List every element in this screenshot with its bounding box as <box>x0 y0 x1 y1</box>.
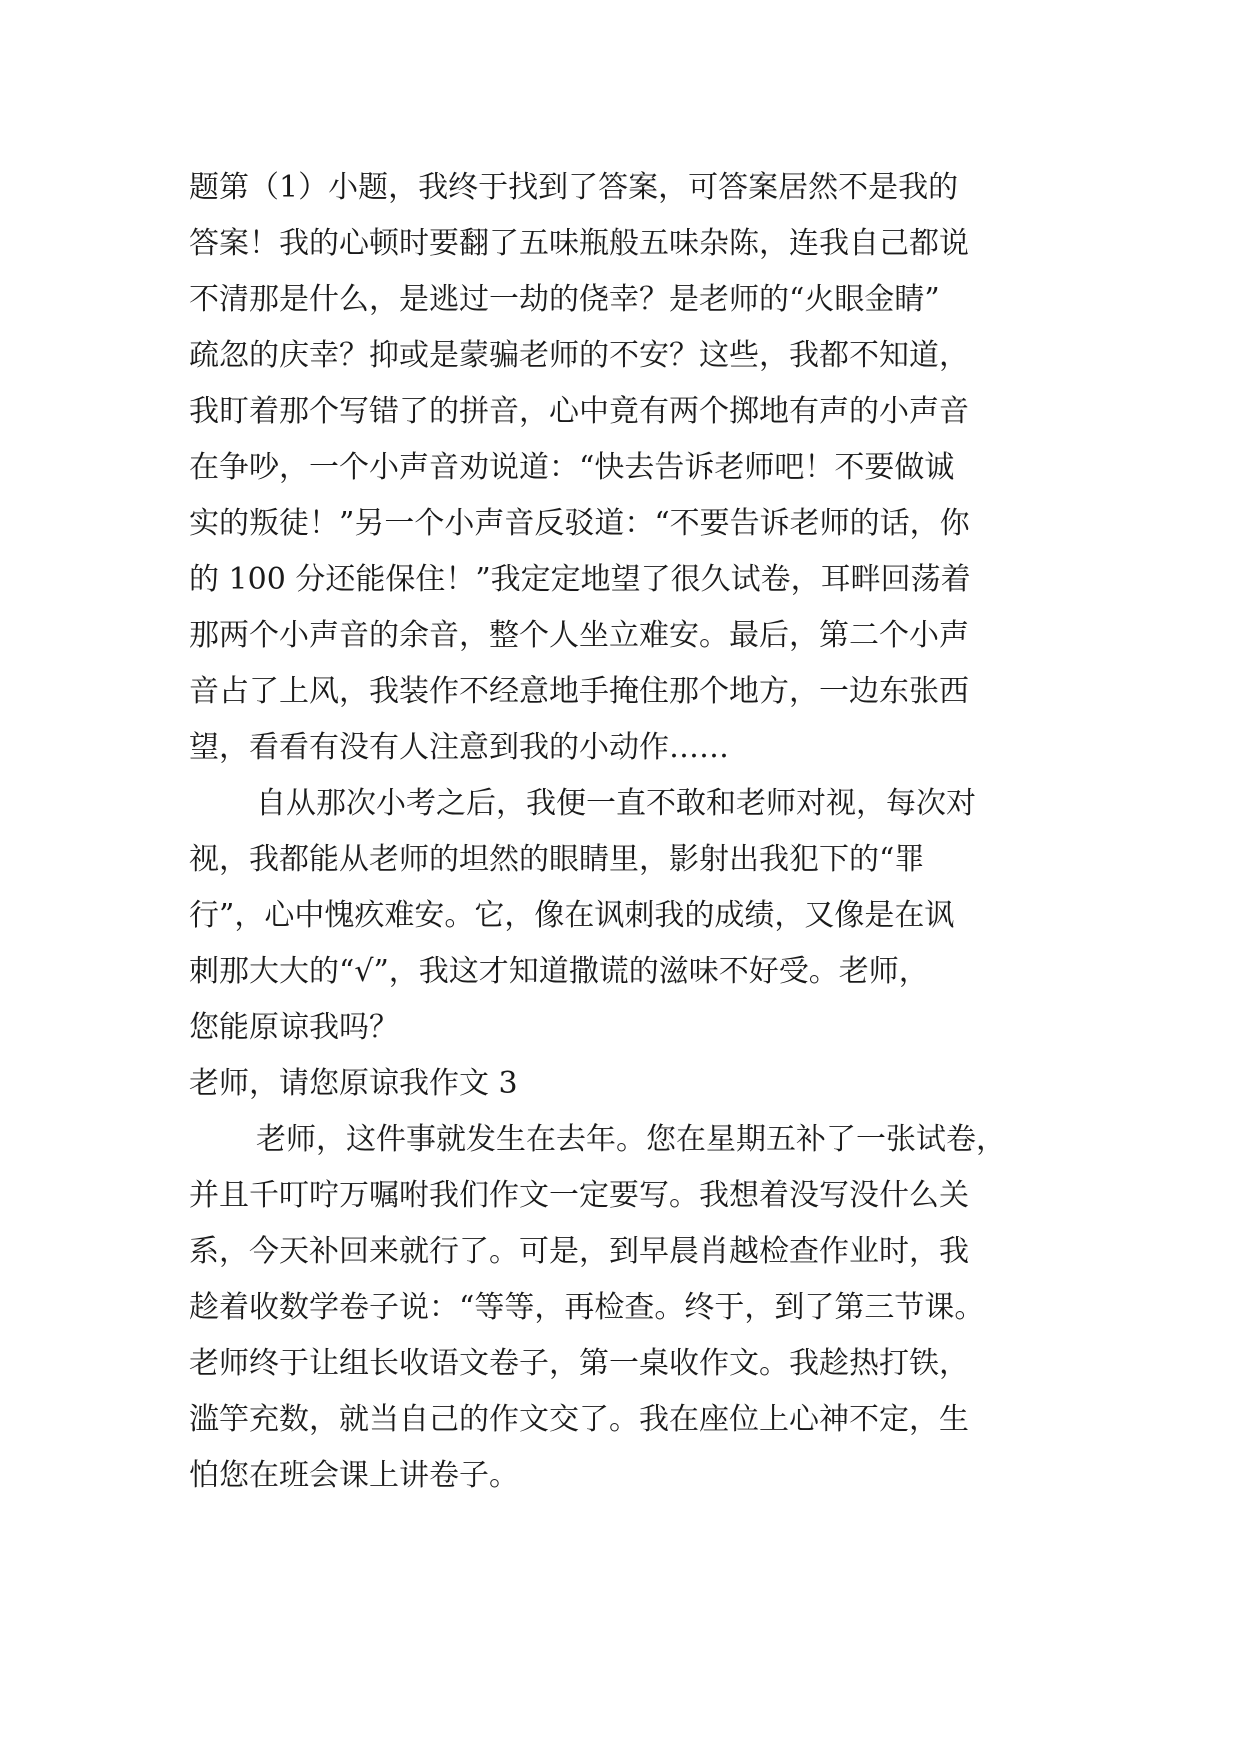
paragraph-first-line: 自从那次小考之后，我便一直不敢和老师对视，每次对 <box>256 786 976 821</box>
text-line: 怕您在班会课上讲卷子。 <box>189 1458 519 1493</box>
text-line: 刺那大大的“√”，我这才知道撒谎的滋味不好受。老师， <box>189 954 929 989</box>
text-line: 题第（1）小题，我终于找到了答案，可答案居然不是我的 <box>189 170 959 205</box>
text-line: 我盯着那个写错了的拼音，心中竟有两个掷地有声的小声音 <box>189 394 969 429</box>
text-line: 望，看看有没有人注意到我的小动作…… <box>189 730 729 765</box>
text-line: 疏忽的庆幸？抑或是蒙骗老师的不安？这些，我都不知道， <box>189 338 969 373</box>
text-line: 不清那是什么，是逃过一劫的侥幸？是老师的“火眼金睛” <box>189 282 940 317</box>
text-line: 并且千叮咛万嘱咐我们作文一定要写。我想着没写没什么关 <box>189 1178 969 1213</box>
text-line: 那两个小声音的余音，整个人坐立难安。最后，第二个小声 <box>189 618 969 653</box>
text-line: 趁着收数学卷子说：“等等，再检查。终于，到了第三节课。 <box>189 1290 985 1325</box>
text-line: 答案！我的心顿时要翻了五味瓶般五味杂陈，连我自己都说 <box>189 226 969 261</box>
paragraph-first-line: 老师，这件事就发生在去年。您在星期五补了一张试卷， <box>256 1122 1006 1157</box>
section-title: 老师，请您原谅我作文 3 <box>189 1066 518 1101</box>
text-line: 实的叛徒！”另一个小声音反驳道：“不要告诉老师的话，你 <box>189 506 970 541</box>
text-line: 音占了上风，我装作不经意地手掩住那个地方，一边东张西 <box>189 674 969 709</box>
text-line: 行”，心中愧疚难安。它，像在讽刺我的成绩，又像是在讽 <box>189 898 955 933</box>
text-line: 系，今天补回来就行了。可是，到早晨肖越检查作业时，我 <box>189 1234 969 1269</box>
text-line: 在争吵，一个小声音劝说道：“快去告诉老师吧！不要做诚 <box>189 450 955 485</box>
text-line: 滥竽充数，就当自己的作文交了。我在座位上心神不定，生 <box>189 1402 969 1437</box>
text-line: 老师终于让组长收语文卷子，第一桌收作文。我趁热打铁， <box>189 1346 969 1381</box>
text-line: 您能原谅我吗？ <box>189 1010 399 1045</box>
text-line: 的 100 分还能保住！”我定定地望了很久试卷，耳畔回荡着 <box>189 562 971 597</box>
text-line: 视，我都能从老师的坦然的眼睛里，影射出我犯下的“罪 <box>189 842 925 877</box>
